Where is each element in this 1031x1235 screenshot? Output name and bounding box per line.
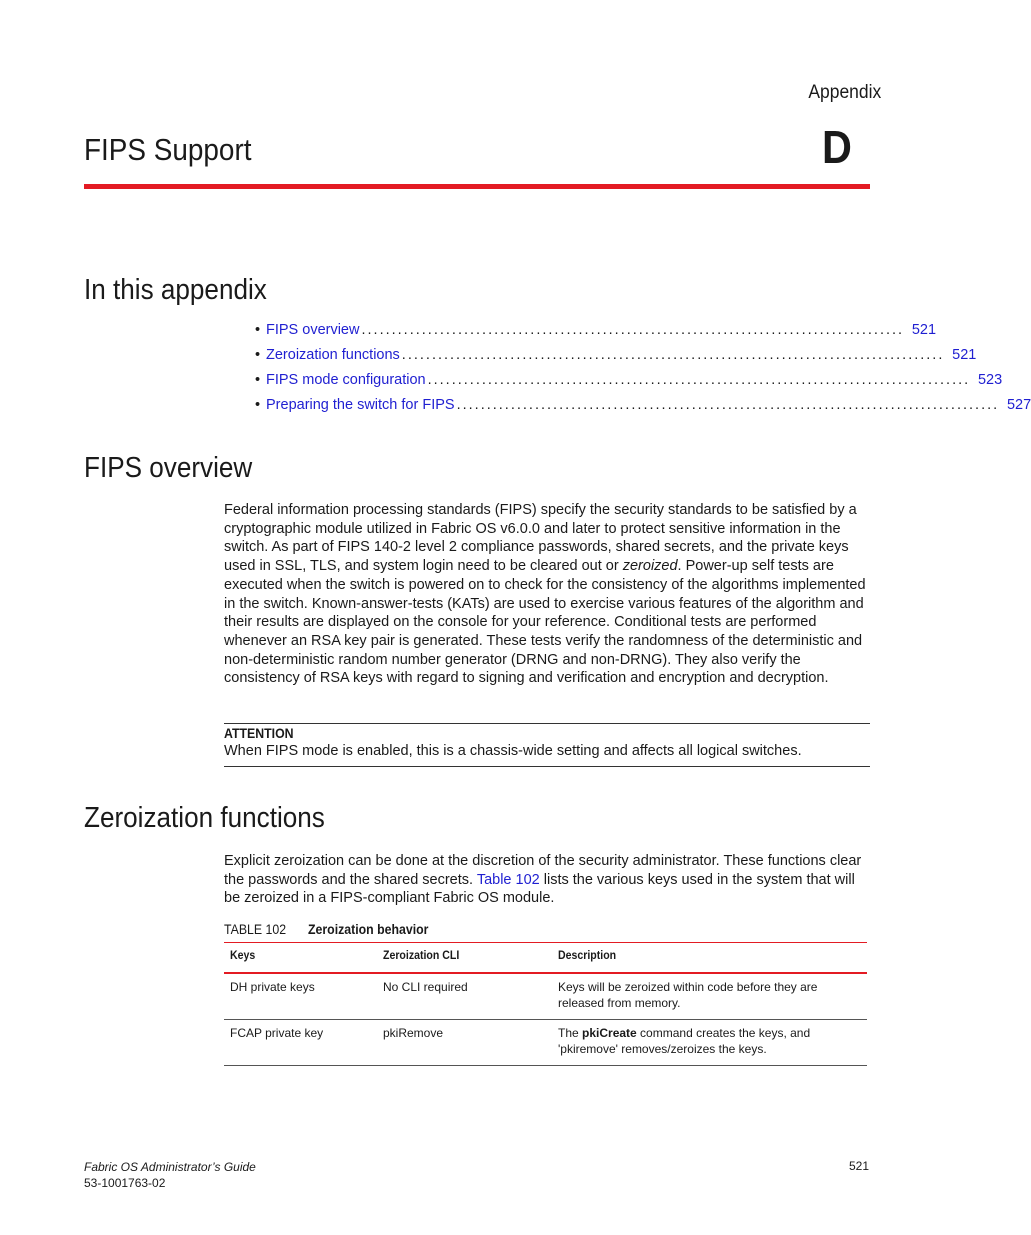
toc-link[interactable]: FIPS mode configuration xyxy=(266,372,426,388)
para-text: lists the various keys used in the system that will be zeroized in a FIPS-compliant Fabric OS module. xyxy=(224,871,855,907)
attention-label: ATTENTION xyxy=(224,725,294,741)
table-title: Zeroization behavior xyxy=(308,921,429,937)
fips-overview-paragraph xyxy=(224,501,870,688)
fips-overview-heading: FIPS overview xyxy=(84,452,253,484)
toc-link[interactable]: Preparing the switch for FIPS xyxy=(266,397,455,413)
in-this-appendix-heading: In this appendix xyxy=(84,274,267,306)
toc-leader: .......................................................................................... xyxy=(401,347,945,363)
toc-page-link[interactable]: 527 xyxy=(1006,397,1031,413)
toc-item-zeroization-functions[interactable] xyxy=(255,347,977,372)
para-text: Federal information processing standards (FIPS) specify the security standards to be satisfied by a cryptographic module utilized in Fabric OS v6.0.0 and later to protect sensitive information in the switch. As part of FIPS 140-2 level 2 compliance passwords, shared secrets, and the private keys used in SSL, TLS, and system login need to be cleared out or xyxy=(224,502,857,575)
para-emphasis: zeroized xyxy=(622,558,678,575)
toc-item-fips-overview[interactable] xyxy=(255,322,937,347)
table-header-row xyxy=(224,943,867,974)
toc-bullet: • xyxy=(255,397,261,413)
attention-bottom-rule xyxy=(224,766,870,767)
footer-doc-number: 53-1001763-02 xyxy=(84,1176,166,1190)
toc-page-link[interactable]: 523 xyxy=(977,372,1003,388)
toc-leader: .......................................................................................... xyxy=(361,322,905,338)
cell-cli: pkiRemove xyxy=(383,1026,444,1040)
zeroization-heading: Zeroization functions xyxy=(84,802,325,834)
cell-key: DH private keys xyxy=(230,980,315,994)
toc-leader: .......................................................................................... xyxy=(427,372,971,388)
appendix-letter: D xyxy=(822,121,852,173)
toc-page-link[interactable]: 521 xyxy=(911,322,937,338)
para-text: Explicit zeroization can be done at the discretion of the security administrator. These functions clear the passwords and the shared secrets. xyxy=(224,853,862,888)
attention-text: When FIPS mode is enabled, this is a chassis-wide setting and affects all logical switches. xyxy=(224,743,802,759)
toc-item-fips-mode-configuration[interactable] xyxy=(255,372,1003,397)
desc-command: pkiCreate xyxy=(582,1026,637,1040)
column-header-description: Description xyxy=(558,948,617,962)
cell-description xyxy=(552,1020,867,1066)
table-row xyxy=(224,973,867,1020)
table-row xyxy=(224,1020,867,1066)
cell-description: Keys will be zeroized within code before they are released from memory. xyxy=(558,980,818,1010)
column-header-cli: Zeroization CLI xyxy=(383,948,460,962)
title-rule xyxy=(84,184,870,189)
page-footer xyxy=(84,1159,256,1191)
toc-page-link[interactable]: 521 xyxy=(952,347,977,363)
toc-bullet: • xyxy=(255,347,261,363)
footer-page-number: 521 xyxy=(848,1159,869,1173)
table-caption xyxy=(224,921,445,937)
table-102-link[interactable]: Table 102 xyxy=(476,871,540,888)
toc-leader: .......................................................................................... xyxy=(456,397,1000,413)
zeroization-paragraph xyxy=(224,852,870,908)
toc-list xyxy=(255,322,1031,422)
footer-guide-title: Fabric OS Administrator’s Guide xyxy=(84,1160,256,1174)
toc-bullet: • xyxy=(255,372,261,388)
toc-link[interactable]: Zeroization functions xyxy=(266,347,400,363)
toc-link[interactable]: FIPS overview xyxy=(266,322,360,338)
table-number: TABLE 102 xyxy=(224,921,287,937)
desc-text: The xyxy=(558,1026,583,1040)
desc-text: command creates the keys, and 'pkiremove' removes/zeroizes the keys. xyxy=(558,1026,811,1056)
toc-bullet: • xyxy=(255,322,261,338)
page-title: FIPS Support xyxy=(84,132,252,167)
attention-top-rule xyxy=(224,723,870,724)
cell-cli: No CLI required xyxy=(383,980,468,994)
zeroization-table xyxy=(224,942,867,1066)
column-header-keys: Keys xyxy=(230,948,256,962)
toc-item-preparing-switch[interactable] xyxy=(255,397,1031,422)
appendix-label: Appendix xyxy=(808,82,881,103)
cell-key: FCAP private key xyxy=(230,1026,324,1040)
para-text: . Power-up self tests are executed when the switch is powered on to check for the consistency of the algorithms implemented in the switch. Known-answer-tests (KATs) are used to exercise various features of the algorithm and their results are displayed on the console for your reference. Conditional tests are performed whenever an RSA key pair is generated. These tests verify the randomness of the deterministic and non-deterministic random number generator (DRNG and non-DRNG). They also verify the consistency of RSA keys with regard to signing and verification and encryption and decryption. xyxy=(224,558,866,687)
